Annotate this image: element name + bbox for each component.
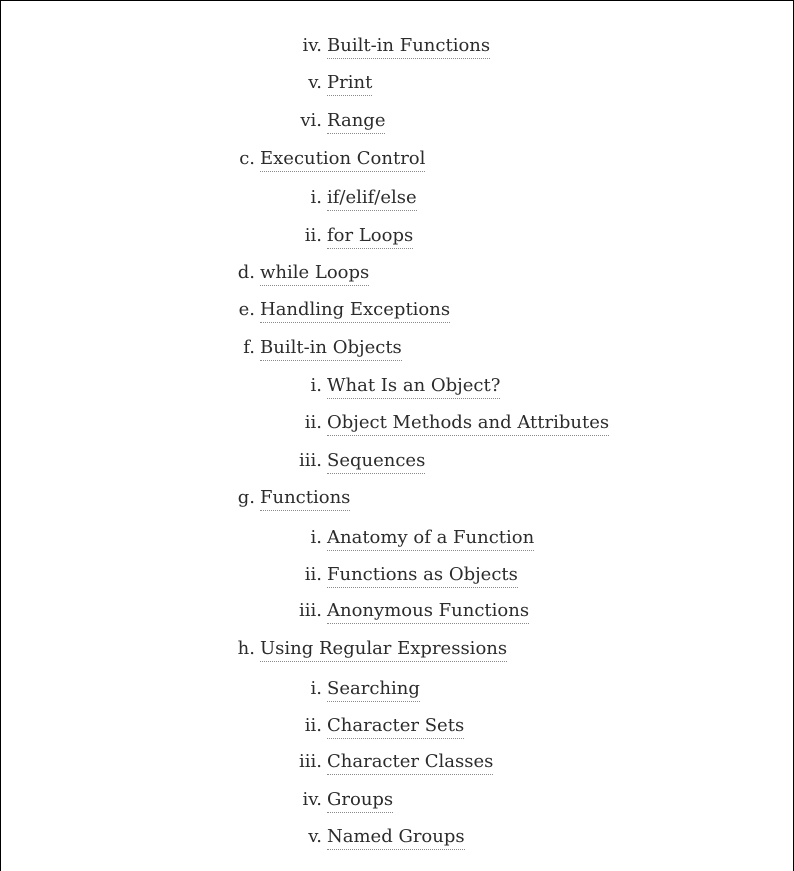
toc-marker: ii. — [304, 225, 322, 246]
toc-marker: v. — [308, 72, 322, 93]
toc-link[interactable]: Functions — [260, 487, 350, 511]
toc-marker: iii. — [299, 450, 322, 471]
toc-entry-while-loops[interactable] — [231, 262, 369, 286]
toc-marker: vi. — [300, 110, 322, 131]
toc-link[interactable]: Groups — [327, 789, 393, 813]
toc-entry-handling-exceptions[interactable] — [231, 299, 450, 323]
toc-entry-using-regular-expressions[interactable] — [231, 638, 507, 662]
toc-entry-if-elif-else[interactable] — [272, 187, 417, 211]
toc-link[interactable]: Object Methods and Attributes — [327, 412, 609, 436]
toc-marker: ii. — [304, 715, 322, 736]
toc-entry-range[interactable] — [272, 110, 385, 134]
toc-marker: iv. — [302, 35, 322, 56]
toc-link[interactable]: Print — [327, 72, 372, 96]
toc-link[interactable]: Character Sets — [327, 715, 464, 739]
toc-link[interactable]: for Loops — [327, 225, 413, 249]
toc-link[interactable]: Range — [327, 110, 385, 134]
toc-entry-object-methods-and-attributes[interactable] — [272, 412, 609, 436]
toc-entry-print[interactable] — [272, 72, 372, 96]
toc-marker: e. — [238, 299, 255, 320]
toc-link[interactable]: Sequences — [327, 450, 425, 474]
toc-marker: iii. — [299, 751, 322, 772]
toc-entry-sequences[interactable] — [272, 450, 425, 474]
toc-entry-character-classes[interactable] — [272, 751, 493, 775]
toc-link[interactable]: Functions as Objects — [327, 564, 518, 588]
toc-marker: d. — [237, 262, 255, 283]
toc-link[interactable]: Built-in Objects — [260, 337, 402, 361]
toc-marker: v. — [308, 826, 322, 847]
toc-entry-anonymous-functions[interactable] — [272, 600, 529, 624]
toc-entry-functions-as-objects[interactable] — [272, 564, 518, 588]
toc-link[interactable]: Handling Exceptions — [260, 299, 450, 323]
toc-marker: iv. — [302, 789, 322, 810]
toc-link[interactable]: Named Groups — [327, 826, 465, 850]
toc-link[interactable]: if/elif/else — [327, 187, 417, 211]
toc-link[interactable]: What Is an Object? — [327, 375, 500, 399]
toc-marker: i. — [310, 375, 322, 396]
toc-entry-anatomy-of-a-function[interactable] — [272, 527, 534, 551]
toc-link[interactable]: Using Regular Expressions — [260, 638, 507, 662]
toc-entry-built-in-objects[interactable] — [231, 337, 402, 361]
toc-marker: c. — [239, 148, 255, 169]
toc-link[interactable]: Anatomy of a Function — [327, 527, 534, 551]
toc-entry-searching[interactable] — [272, 678, 420, 702]
toc-marker: i. — [310, 527, 322, 548]
toc-marker: iii. — [299, 600, 322, 621]
toc-marker: i. — [310, 187, 322, 208]
toc-entry-built-in-functions[interactable] — [272, 35, 490, 59]
toc-link[interactable]: Built-in Functions — [327, 35, 490, 59]
toc-link[interactable]: Execution Control — [260, 148, 425, 172]
toc-entry-functions[interactable] — [231, 487, 350, 511]
toc-link[interactable]: Anonymous Functions — [327, 600, 529, 624]
toc-marker: ii. — [304, 412, 322, 433]
toc-link[interactable]: while Loops — [260, 262, 369, 286]
toc-entry-character-sets[interactable] — [272, 715, 464, 739]
toc-marker: g. — [237, 487, 255, 508]
toc-entry-for-loops[interactable] — [272, 225, 413, 249]
toc-entry-execution-control[interactable] — [231, 148, 425, 172]
toc-link[interactable]: Searching — [327, 678, 420, 702]
toc-link[interactable]: Character Classes — [327, 751, 493, 775]
toc-marker: ii. — [304, 564, 322, 585]
toc-marker: f. — [243, 337, 255, 358]
toc-marker: h. — [237, 638, 255, 659]
toc-marker: i. — [310, 678, 322, 699]
toc-entry-what-is-an-object[interactable] — [272, 375, 500, 399]
toc-entry-groups[interactable] — [272, 789, 393, 813]
toc-entry-named-groups[interactable] — [272, 826, 465, 850]
